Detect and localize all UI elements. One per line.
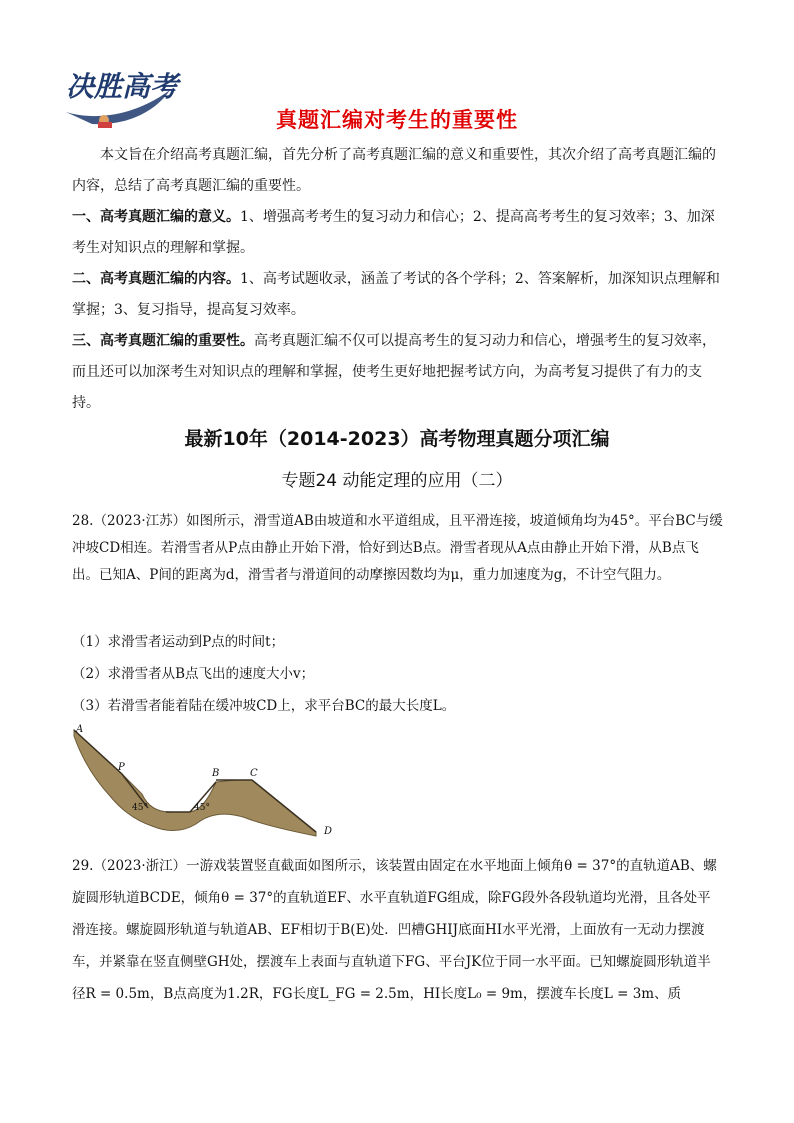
section-content-heading: 二、高考真题汇编的内容。 xyxy=(72,271,240,287)
section-meaning-body: 1、增强高考考生的复习动力和信心；2、提高高考考生的复习效率；3、加深考生对知识点的理解和掌握。 xyxy=(72,209,715,256)
label-c: C xyxy=(250,768,258,779)
topic-subtitle: 专题24 动能定理的应用（二） xyxy=(281,471,513,491)
question-28-stem: 28.（2023·江苏）如图所示，滑雪道AB由坡道和水平道组成，且平滑连接，坡道倾角均为45°。平台BC与缓冲坡CD相连。若滑雪者从P点由静止开始下滑，恰好到达B点。滑雪者现从A点由静止开始下滑，从B点飞出。已知A、P间的距离为d，滑雪者与滑道间的动摩擦因数均为μ，重力加速度为g，不计空气阻力。 xyxy=(72,513,723,583)
section-meaning-heading: 一、高考真题汇编的意义。 xyxy=(72,209,240,225)
angle-left: 45° xyxy=(132,803,148,813)
ski-slope-figure xyxy=(66,722,346,838)
logo-text: 决胜高考 xyxy=(66,70,179,103)
section-content-body: 1、高考试题收录，涵盖了考试的各个学科；2、答案解析，加深知识点理解和掌握；3、复习指导，提高复习效率。 xyxy=(72,271,720,318)
angle-right: 45° xyxy=(194,803,210,813)
intro-paragraph: 本文旨在介绍高考真题汇编，首先分析了高考真题汇编的意义和重要性，其次介绍了高考真题汇编的内容，总结了高考真题汇编的重要性。 xyxy=(72,147,716,194)
label-p: P xyxy=(118,762,125,773)
page-title: 真题汇编对考生的重要性 xyxy=(276,108,518,132)
question-28-part-2: （2）求滑雪者从B点飞出的速度大小v； xyxy=(72,666,315,682)
section-importance-heading: 三、高考真题汇编的重要性。 xyxy=(72,333,254,349)
section-content xyxy=(72,264,724,326)
question-29-stem: 29.（2023·浙江）一游戏装置竖直截面如图所示，该装置由固定在水平地面上倾角θ = 37°的直轨道AB、螺旋圆形轨道BCDE，倾角θ = 37°的直轨道EF、水平直轨道FG组成，除FG段外各段轨道均光滑，且各处平滑连接。螺旋圆形轨道与轨道AB、EF相切于B(E)处．凹槽GHIJ底面HI水平光滑，上面放有一无动力摆渡车，并紧靠在竖直侧壁GH处，摆渡车上表面与直轨道下FG、平台JK位于同一水平面。已知螺旋圆形轨道半径R = 0.5m，B点高度为1.2R，FG长度L_FG = 2.5m，HI长度L₀ = 9m，摆渡车长度L = 3m、质 xyxy=(72,858,717,1002)
section-importance-body: 高考真题汇编不仅可以提高考生的复习动力和信心，增强考生的复习效率，而且还可以加深考生对知识点的理解和掌握，使考生更好地把握考试方向，为高考复习提供了有力的支持。 xyxy=(72,333,716,411)
section-importance xyxy=(72,326,724,419)
question-28-part-3: （3）若滑雪者能着陆在缓冲坡CD上，求平台BC的最大长度L。 xyxy=(72,698,456,714)
label-a: A xyxy=(76,724,84,735)
label-b: B xyxy=(212,768,220,779)
question-28-part-1: （1）求滑雪者运动到P点的时间t； xyxy=(72,634,285,650)
label-d: D xyxy=(324,826,333,837)
section-meaning xyxy=(72,202,724,264)
collection-title: 最新10年（2014-2023）高考物理真题分项汇编 xyxy=(184,428,610,450)
